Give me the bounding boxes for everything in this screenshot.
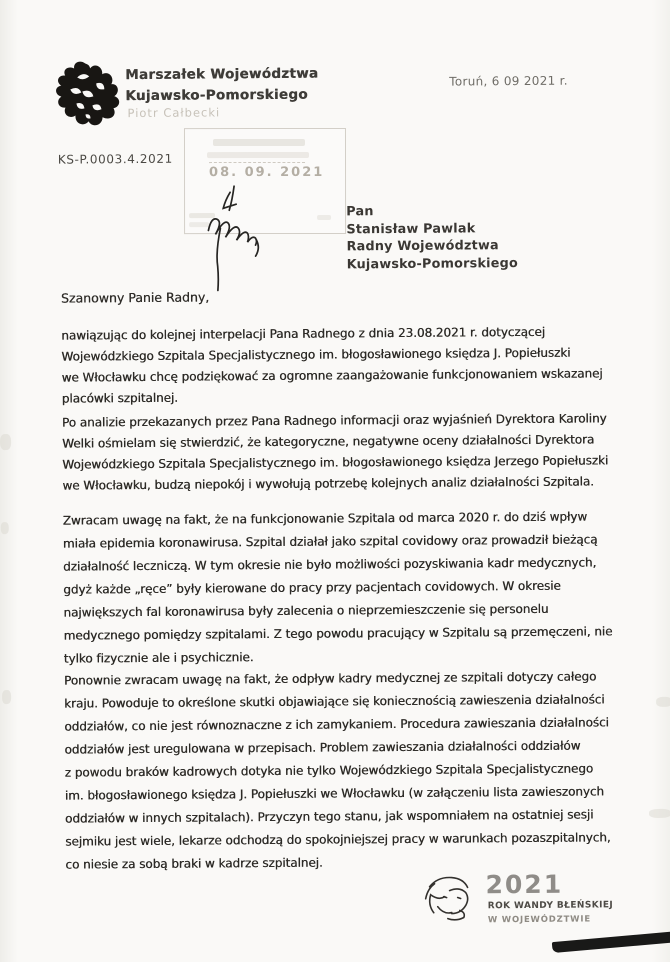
footer-year: 2021 — [485, 869, 564, 900]
recipient-block — [346, 202, 518, 273]
scan-smudge — [0, 434, 11, 450]
letter-text-line: oddziałów w innych szpitalach). Przyczyn tego stanu, jak wspomniałem na ostatniej sesji — [64, 807, 594, 826]
letter-text-line: tylko fizycznie ale i psychicznie. — [63, 650, 254, 666]
wanda-blenska-portrait-sketch-icon — [419, 872, 479, 928]
place-and-date: Toruń, 6 09 2021 r. — [449, 73, 568, 89]
letter-text-line: kraju. Powoduje to określone skutki objawiające się koniecznością zawieszenia działalności — [64, 692, 605, 711]
recipient-line: Pan — [346, 204, 374, 220]
letter-text-line: we Włocławku chcę podziękować za ogromne zaangażowanie funkcjonowaniem wskazanej — [61, 366, 603, 385]
letter-text-line: oddziałów jest uregulowana w przepisach. Problem zawieszania działalności oddziałów — [64, 738, 581, 757]
letter-text-line: największych fal koronawirusa były zalecenia o nieprzemieszczenie się personelu — [63, 601, 549, 620]
letterhead-office — [125, 64, 318, 108]
letter-text-line: Po analizie przekazanych przez Pana Radnego informacji oraz wyjaśnień Dyrektora Karoliny — [61, 411, 607, 430]
letter-text-line: co niesie za sobą braki w kadrze szpitalnej. — [65, 855, 323, 872]
body-paragraph-1 — [61, 324, 603, 412]
coat-of-arms-eagle-icon — [52, 59, 121, 140]
letter-text-line: Wojewódzkiego Szpitala Specjalistycznego im. błogosławionego księdza J. Popiełuszki — [61, 345, 571, 364]
handwritten-initials-icon — [174, 178, 325, 299]
stamp-faded-text-mark — [207, 152, 309, 158]
body-paragraph-3 — [63, 509, 613, 674]
letter-text-line: im. błogosławionego księdza J. Popiełuszki we Włocławku (w załączeniu lista zawieszonych — [64, 784, 605, 803]
stamp-received-date: 08. 09. 2021 — [209, 164, 325, 181]
scan-smudge — [649, 809, 670, 818]
recipient-line: Stanisław Pawlak — [346, 220, 476, 237]
stamp-faded-text-mark — [213, 139, 305, 146]
letter-text-line: we Włocławku, budzą niepokój i wywołują potrzebę kolejnych analiz działalności Szpitala. — [62, 474, 594, 493]
reference-number: KS-P.0003.4.2021 — [57, 151, 173, 167]
letter-text-line: gdyż każde „ręce” były kierowane do pracy przy pacjentach covidowych. W okresie — [63, 578, 561, 597]
scan-smudge — [1, 522, 9, 534]
letter-text-line: działalność leczniczą. W tym okresie nie było możliwości pozyskiwania kadr medycznych, — [62, 555, 597, 574]
letter-text-line: oddziałów, co nie jest równoznaczne z ich zamykaniem. Procedura zawieszania działalności — [64, 715, 609, 734]
recipient-line: Radny Województwa — [346, 238, 499, 255]
letter-text-line: medycznego pomiędzy szpitalami. Z tego powodu pracujący w Szpitalu są przemęczeni, nie — [63, 624, 613, 643]
footer-caption-line2: W WOJEWÓDZTWIE — [487, 914, 591, 926]
letterhead-line2: Kujawsko-Pomorskiego — [125, 86, 308, 105]
letterhead-line1: Marszałek Województwa — [125, 65, 319, 84]
letter-text-line: Wojewódzkiego Szpitala Specjalistycznego im. błogosławionego księdza Jerzego Popiełuszki — [62, 453, 609, 472]
letter-text-line: Welki ośmielam się stwierdzić, że kategoryczne, negatywne oceny działalności Dyrektora — [62, 432, 595, 451]
body-paragraph-4 — [64, 669, 611, 880]
recipient-line: Kujawsko-Pomorskiego — [346, 255, 519, 272]
letter-text-line: sejmiku jest wiele, lekarze odchodzą do spokojniejszej pracy w warunkach pozaszpitalnych, — [65, 830, 611, 849]
scan-smudge — [2, 690, 11, 704]
letter-text-line: miała epidemia koronawirusa. Szpital działał jako szpital covidowy oraz prowadził bieżącą — [62, 532, 598, 551]
salutation: Szanowny Panie Radny, — [60, 289, 210, 306]
stamp-divider-line — [209, 162, 305, 163]
scan-smudge — [656, 697, 670, 707]
body-paragraph-2 — [62, 411, 609, 499]
letterhead-official-name: Piotr Całbecki — [127, 105, 221, 121]
letter-text-line: Ponownie zwracam uwagę na fakt, że odpływ kadry medycznej ze szpitali dotyczy całego — [63, 669, 597, 688]
letter-text-line: Zwracam uwagę na fakt, że na funkcjonowanie Szpitala od marca 2020 r. do dziś wpływ — [62, 509, 588, 528]
footer-caption-line1: ROK WANDY BŁEŃSKIEJ — [487, 900, 614, 912]
letter-text-line: z powodu braków kadrowych dotyka nie tylko Wojewódzkiego Szpitala Specjalistycznego — [64, 761, 594, 780]
letter-text-line: nawiązując do kolejnej interpelacji Pana Radnego z dnia 23.08.2021 r. dotyczącej — [61, 324, 546, 343]
letter-text-line: placówki szpitalnej. — [61, 390, 178, 406]
